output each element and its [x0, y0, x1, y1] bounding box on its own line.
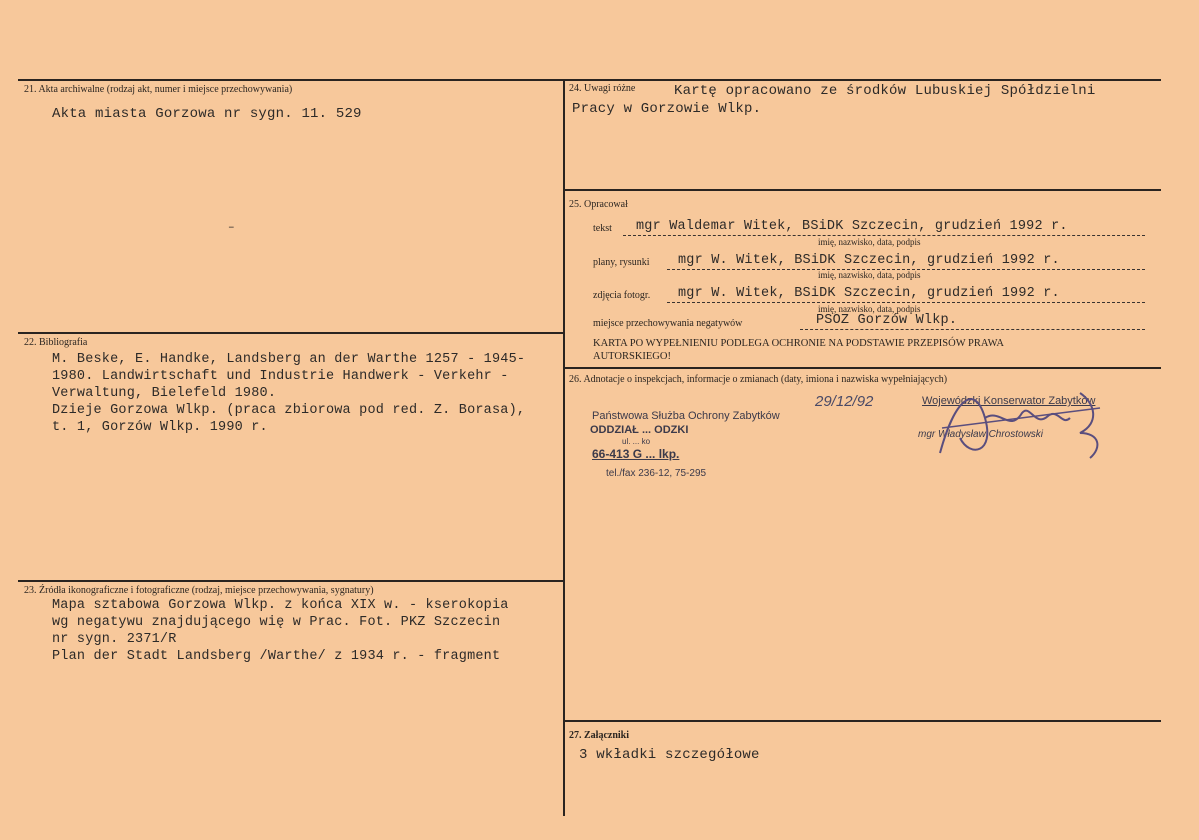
zdjecia-line: [667, 302, 1145, 303]
stamp-line-3: ul. ... ko: [622, 437, 651, 446]
rule-21-22: [18, 332, 564, 334]
section-27-text: 3 wkładki szczegółowe: [579, 747, 760, 763]
stamp-line-4: 66-413 G ... lkp.: [592, 447, 680, 461]
section-22-label: 22. Bibliografia: [24, 337, 88, 348]
miejsce-label: miejsce przechowywania negatywów: [593, 318, 743, 329]
rule-25-26: [564, 367, 1161, 369]
tekst-label: tekst: [593, 223, 612, 234]
section-21-label: 21. Akta archiwalne (rodzaj akt, numer i miejsce przechowywania): [24, 84, 293, 95]
section-26-label: 26. Adnotacje o inspekcjach, informacje o zmianach (daty, imiona i nazwiska wypełniających): [569, 374, 948, 385]
zdjecia-sublabel: imię, nazwisko, data, podpis: [818, 304, 921, 314]
handwritten-date: 29/12/92: [815, 393, 874, 410]
section-24-line2: Pracy w Gorzowie Wlkp.: [572, 101, 762, 117]
miejsce-line: [800, 329, 1145, 330]
tekst-value: mgr Waldemar Witek, BSiDK Szczecin, grudzień 1992 r.: [636, 219, 1068, 234]
official-title: Wojewódzki Konserwator Zabytków: [922, 395, 1096, 407]
section-21-text: Akta miasta Gorzowa nr sygn. 11. 529: [52, 106, 362, 122]
section-25-label: 25. Opracował: [569, 199, 628, 210]
section-23-label: 23. Źródła ikonograficzne i fotograficzne (rodzaj, miejsce przechowywania, sygnatury): [24, 585, 374, 596]
rule-24-25: [564, 189, 1161, 191]
miejsce-value: PSOZ Gorzów Wlkp.: [816, 313, 958, 328]
copyright-notice-1: KARTA PO WYPEŁNIENIU PODLEGA OCHRONIE NA PODSTAWIE PRZEPISÓW PRAWA: [593, 338, 1004, 349]
handwritten-signature: [930, 378, 1120, 473]
section-22-text: M. Beske, E. Handke, Landsberg an der Warthe 1257 - 1945- 1980. Landwirtschaft und Industrie Handwerk - Verkehr - Verwaltung, Bielefeld 1980. Dzieje Gorzowa Wlkp. (praca zbiorowa pod red. Z. Borasa), t. 1, Gorzów Wlkp. 1990 r.: [52, 352, 526, 435]
zdjecia-value: mgr W. Witek, BSiDK Szczecin, grudzień 1992 r.: [678, 286, 1060, 301]
stamp-line-1: Państwowa Służba Ochrony Zabytków: [592, 410, 780, 422]
tekst-line: [623, 235, 1145, 236]
stamp-line-5: tel./fax 236-12, 75-295: [606, 468, 707, 479]
section-24-label: 24. Uwagi różne: [569, 83, 636, 94]
top-rule: [18, 79, 1161, 81]
official-name: mgr Władysław Chrostowski: [918, 429, 1044, 440]
plany-value: mgr W. Witek, BSiDK Szczecin, grudzień 1992 r.: [678, 253, 1060, 268]
section-27-label: 27. Załączniki: [569, 730, 630, 741]
plany-label: plany, rysunki: [593, 257, 650, 268]
rule-26-27: [564, 720, 1161, 722]
tekst-sublabel: imię, nazwisko, data, podpis: [818, 237, 921, 247]
plany-sublabel: imię, nazwisko, data, podpis: [818, 270, 921, 280]
rule-22-23: [18, 580, 564, 582]
section-24-line1: Kartę opracowano ze środków Lubuskiej Spółdzielni: [674, 83, 1096, 99]
section-23-text: Mapa sztabowa Gorzowa Wlkp. z końca XIX w. - kserokopia wg negatywu znajdującego wię w Prac. Fot. PKZ Szczecin nr sygn. 2371/R Plan der Stadt Landsberg /Warthe/ z 1934 r. - fragment: [52, 598, 509, 664]
copyright-notice-2: AUTORSKIEGO!: [593, 351, 671, 362]
section-21-dash: –: [228, 222, 235, 234]
zdjecia-label: zdjęcia fotogr.: [593, 290, 651, 301]
stamp-line-2: ODDZIAŁ ... ODZKI: [590, 424, 689, 436]
